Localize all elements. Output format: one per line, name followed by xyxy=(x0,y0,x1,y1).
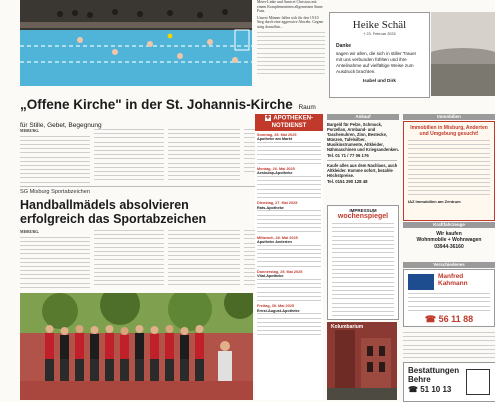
pharmacy-entry-date: Donnerstag, 29. Mai 2025 xyxy=(257,269,303,274)
verschiedenes-header: Verschiedenes xyxy=(403,262,495,268)
immobilien-column xyxy=(403,114,495,222)
church-dateline: MISBURG. xyxy=(20,129,40,133)
kahmann-ad xyxy=(403,269,495,327)
pharmacy-entry-address xyxy=(257,176,321,198)
top-article-text-continued: Unsere Männer fallen sich für den 19:10 Sieg durch eine aggressive Abwehr. Gegner stieg daraufhin... xyxy=(257,15,324,29)
kraftfahrzeuge-column xyxy=(403,222,495,262)
small-notice xyxy=(403,330,495,360)
pharmacy-entry-address xyxy=(257,142,321,164)
pharmacy-list xyxy=(255,131,323,336)
pharmacy-entry-address xyxy=(257,279,321,301)
ankauf-column xyxy=(327,114,399,202)
pharmacy-entry xyxy=(257,133,321,164)
sports-body-col2 xyxy=(94,230,164,292)
behre-title: Bestattungen Behre xyxy=(408,366,460,384)
kahmann-brand: Manfred Kahmann xyxy=(438,273,468,287)
immobilien-title: Immobilien in Misburg, Anderten und Umgebung gesucht! xyxy=(410,125,488,137)
pharmacy-entry xyxy=(257,304,321,335)
pharmacy-entry-name: Apotheke Anderten xyxy=(257,240,292,245)
team-photo-scene xyxy=(20,293,253,400)
obituary-date: † 23. Februar 2025 xyxy=(363,32,396,36)
kraftfahrzeuge-line1: Wir kaufen xyxy=(436,231,462,237)
immobilien-company: IAZ Immobilien am Zentrum xyxy=(408,198,461,204)
immobilien-ad xyxy=(403,121,495,221)
pharmacy-entry-date: Dienstag, 27. Mai 2025 xyxy=(257,201,298,206)
phone-icon: ☎ xyxy=(424,313,437,324)
church-body-col1 xyxy=(20,129,90,185)
church-subhead: Raum für Stille, Gebet, Begegnung xyxy=(20,104,316,129)
pharmacy-entry xyxy=(257,167,321,198)
pharmacy-entry-name: Apotheke am Markt xyxy=(257,137,293,142)
obituary-notice xyxy=(329,12,430,98)
church-headline-text: „Offene Kirche" in der St. Johannis-Kirche xyxy=(20,97,293,112)
obituary-name: Heike Schäl xyxy=(352,19,407,31)
handball-team-photo xyxy=(20,293,253,400)
pharmacy-entry-date: Montag, 26. Mai 2025 xyxy=(257,166,295,171)
church-building-photo xyxy=(327,322,397,400)
pharmacy-entry-address xyxy=(257,210,321,232)
pharmacy-entry-date: Freitag, 30. Mai 2025 xyxy=(257,304,294,309)
behre-phone-number: 51 10 13 xyxy=(420,385,452,394)
impressum-logo: wochenspiegel xyxy=(337,213,389,220)
kraftfahrzeuge-phone: 03944-36160 xyxy=(434,244,464,250)
obituary-body: sagen wir allen, die sich in stiller Trauer mit uns verbunden fühlten und ihre Anteilnahme auf vielfältige Weise zum Ausdruck brachten. xyxy=(336,51,417,74)
sports-headline: Handballmädels absolvieren erfolgreich das Sportabzeichen xyxy=(20,198,207,226)
impressum-box xyxy=(327,205,399,320)
pharmacy-entry-date: Sonntag, 25. Mai 2025 xyxy=(257,132,297,137)
ankauf-phone2: Tel. 0151 290 128 48 xyxy=(327,178,368,184)
ankauf-phone1: Tel. 01 71 / 77 06 176 xyxy=(327,153,369,158)
kahmann-phone-number: 56 11 88 xyxy=(438,313,474,324)
pharmacy-entry-name: Ernst-August-Apotheke xyxy=(257,308,300,313)
obituary-thanks-heading: Danke xyxy=(336,43,352,49)
first-aid-icon: ✚ xyxy=(265,115,271,121)
obituary-signature: Isabel und Dirk xyxy=(363,78,396,83)
sports-body-col3 xyxy=(168,230,240,292)
pharmacy-header xyxy=(255,114,323,131)
obituary-photo xyxy=(431,12,495,96)
top-article-text-right xyxy=(257,0,325,86)
pharmacy-entry xyxy=(257,236,321,267)
kolumbarium-label: Kolumbarium xyxy=(331,324,364,330)
impressum-title: IMPRESSUM xyxy=(349,208,377,213)
top-article-text-tail: Meier-Linke und Annicet Christoss mit einem Komplementären allgemeinen Sinne Fans. xyxy=(257,0,323,14)
pharmacy-entry xyxy=(257,270,321,301)
kahmann-phone xyxy=(404,314,494,325)
pharmacy-entry-date: Mittwoch, 28. Mai 2025 xyxy=(257,235,298,240)
water-polo-photo xyxy=(20,0,252,86)
immobilien-header: Immobilien xyxy=(403,114,495,120)
ankauf-header: Ankauf xyxy=(327,114,399,120)
pharmacy-entry-address xyxy=(257,313,321,335)
ankauf-lead: Bargeld für Pelze, Schmuck, Porzellan, Armband- und Taschenuhren, Zinn, Bestecke, Münzen, Tafelsilber, Musikinstrumente, Altkleider, Nähmaschinen und Kriegsandenken. xyxy=(327,122,399,152)
sports-dateline: MISBURG. xyxy=(20,230,40,234)
behre-ad xyxy=(403,362,495,402)
pharmacy-column xyxy=(255,114,323,400)
pool-photo-scene xyxy=(20,0,252,86)
pharmacy-header-text: APOTHEKEN-NOTDIENST xyxy=(271,115,314,129)
pharmacy-entry-address xyxy=(257,245,321,267)
kraftfahrzeuge-header: Kraftfahrzeuge xyxy=(403,222,495,228)
pharmacy-entry-name: Vital-Apotheke xyxy=(257,274,284,279)
pharmacy-entry-name: Aeskulap-Apotheke xyxy=(257,171,293,176)
church-body-col2 xyxy=(94,129,164,185)
behre-phone-icon: ☎ xyxy=(408,385,418,394)
verschiedenes-column xyxy=(403,262,495,328)
behre-logo-icon xyxy=(466,369,490,395)
kahmann-logo-icon xyxy=(408,274,434,290)
kolumbarium-ad xyxy=(327,322,397,400)
pharmacy-entry-name: Rats-Apotheke xyxy=(257,205,284,210)
pharmacy-entry xyxy=(257,201,321,232)
ankauf-lead2: Kaufe alles aus dem Nachlass, auch Altkleider. Komme sofort, bezahle Höchstpreise. xyxy=(327,162,398,178)
church-body-col3 xyxy=(168,129,240,185)
sports-kicker: SG Misburg Sportabzeichen xyxy=(20,189,90,195)
kraftfahrzeuge-line2: Wohnmobile + Wohnwagen xyxy=(416,237,482,243)
sports-body-col1 xyxy=(20,230,90,292)
landscape-photo xyxy=(431,12,495,96)
